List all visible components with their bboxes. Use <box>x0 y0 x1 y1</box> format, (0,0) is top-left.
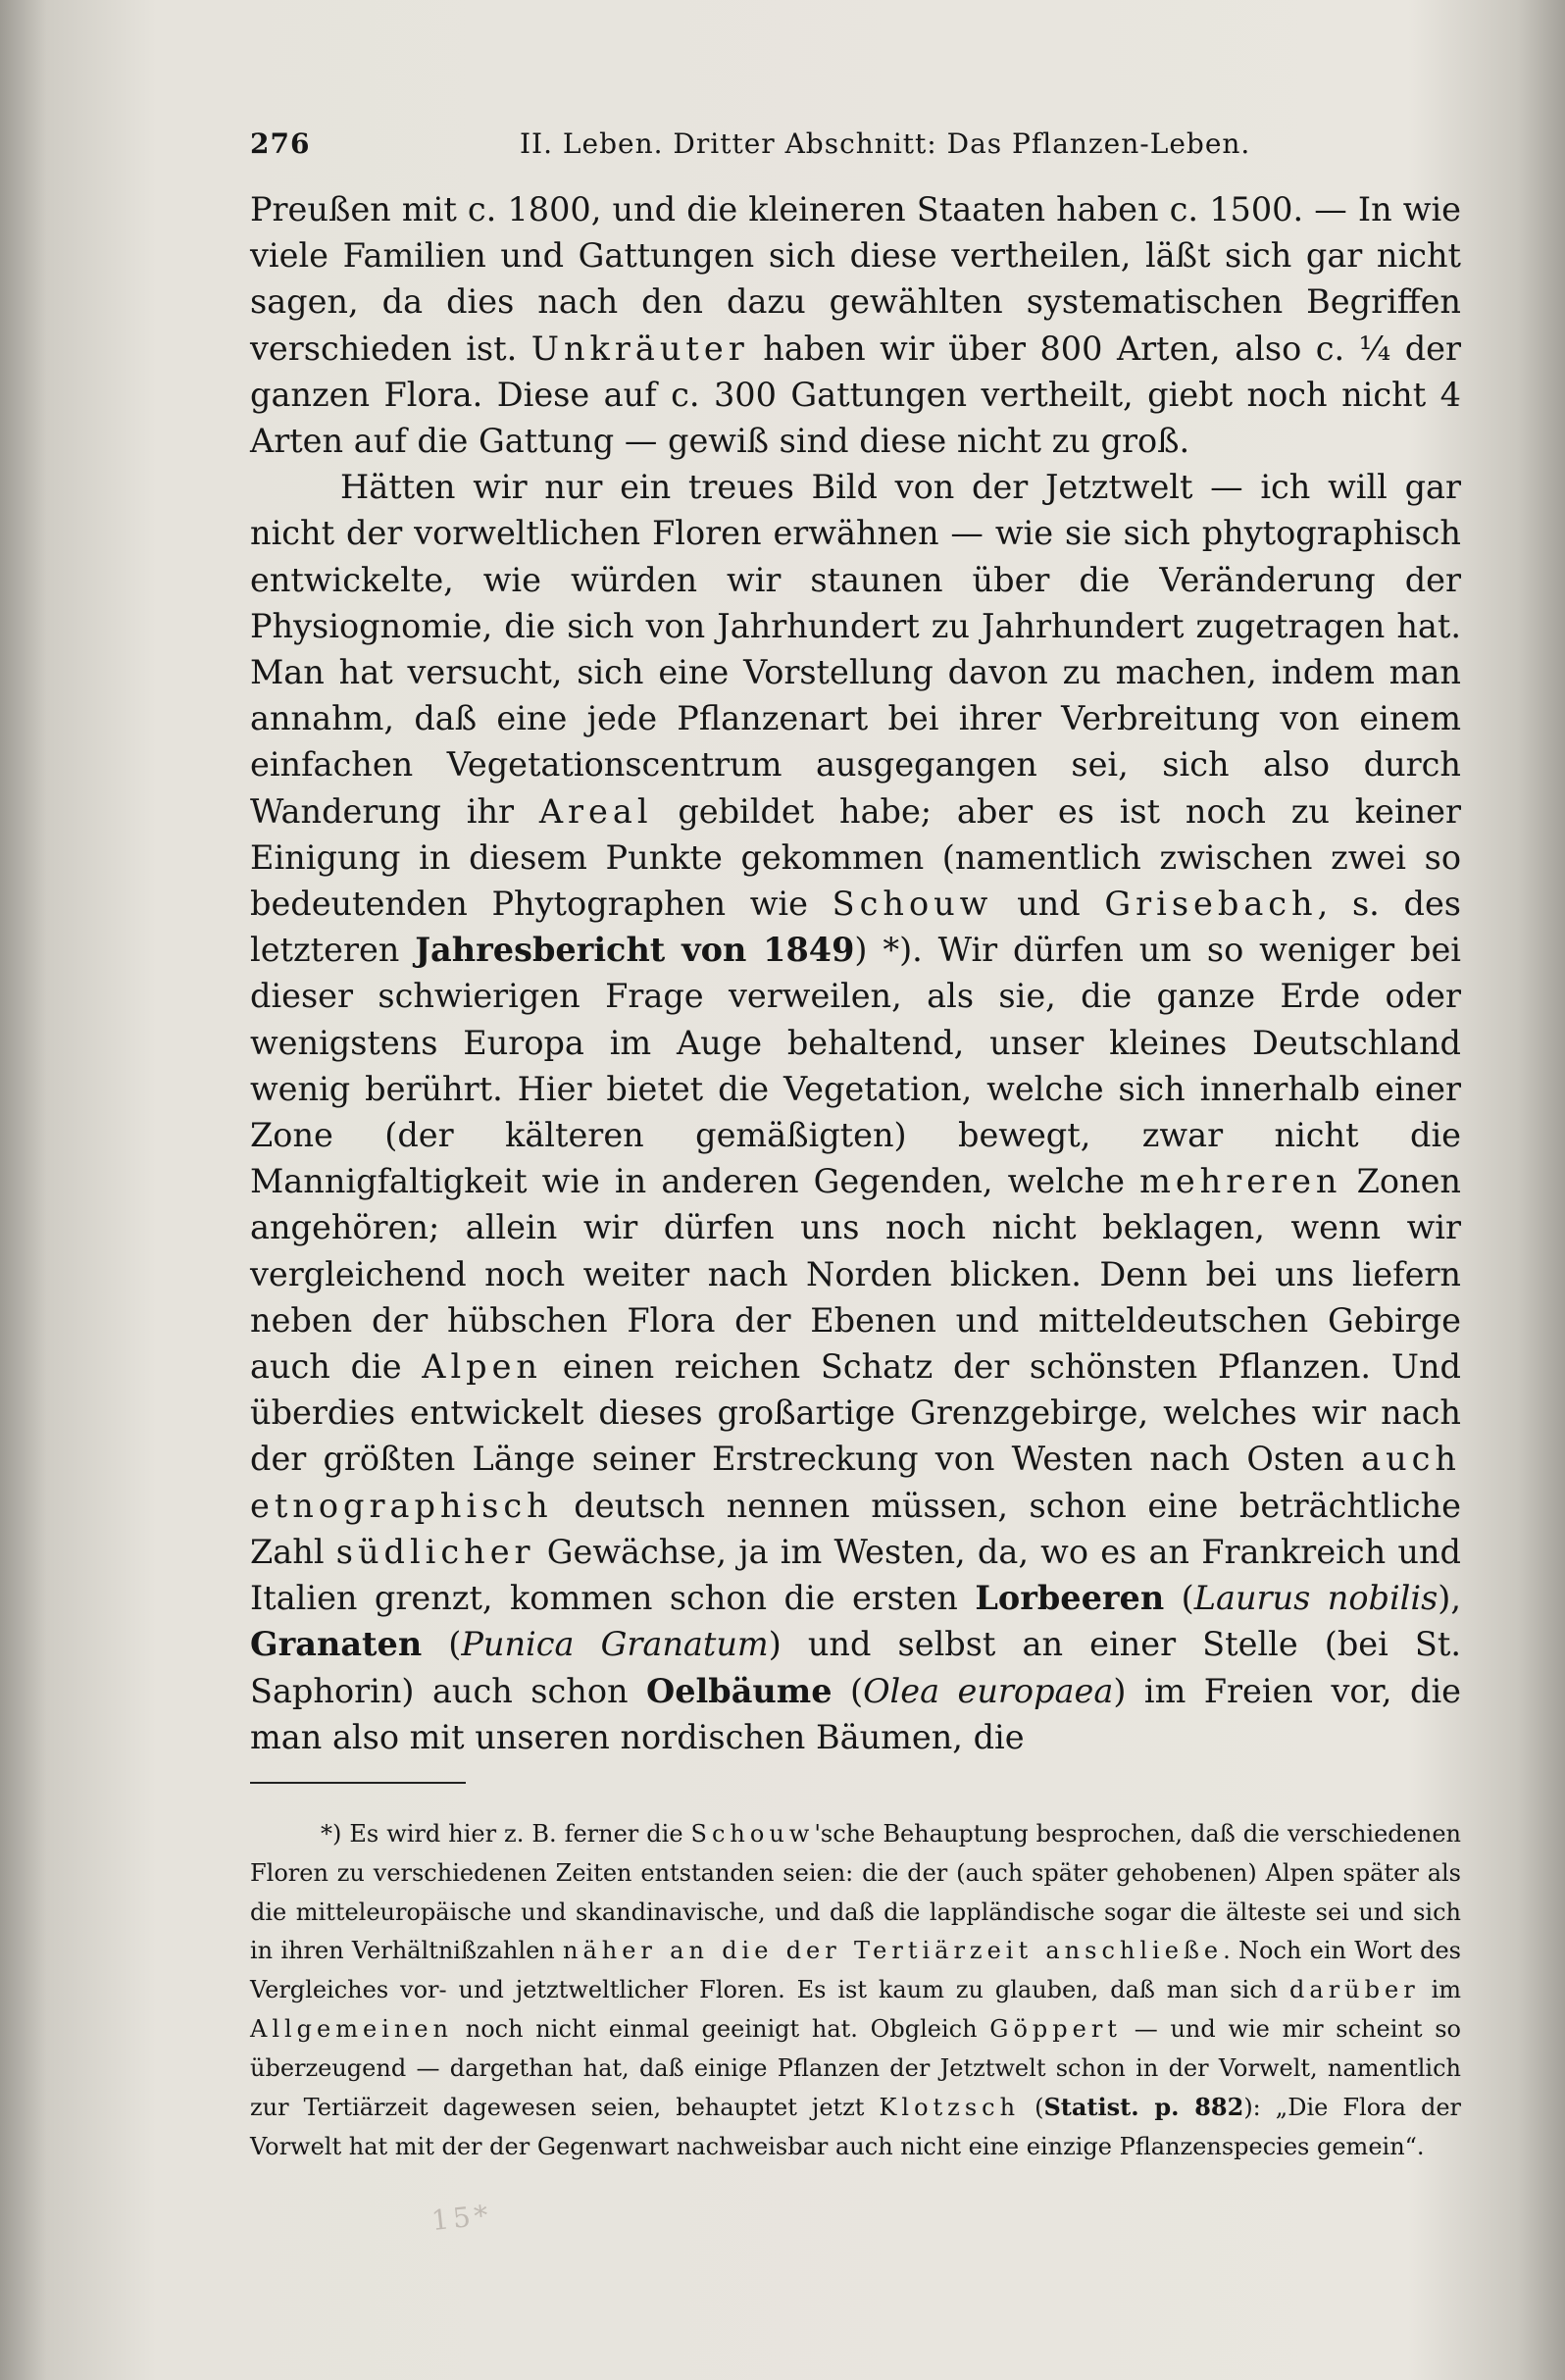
text-run: ) im Freien vor, die man also mit unseren nordischen Bäumen, die <box>250 1671 1461 1756</box>
spaced-name: Klotzsch <box>879 2094 1021 2122</box>
footnote <box>250 1815 1461 2167</box>
spaced-name: Schouw <box>832 885 993 924</box>
book-page <box>250 127 1461 2167</box>
latin-name: Olea europaea <box>863 1671 1114 1710</box>
main-text <box>250 186 1461 1760</box>
spaced-emphasis: südlicher <box>335 1532 535 1571</box>
text-run: gebildet habe; aber es ist noch zu keiner Einigung in diesem Punkte gekommen (namentlich zwischen zwei so bedeutenden Phytographen wie <box>250 791 1461 924</box>
bold-plant-name: Lorbeeren <box>975 1579 1165 1618</box>
text-run: ( <box>422 1625 462 1664</box>
text-run: Zonen angehören; allein wir dürfen uns noch nicht beklagen, wenn wir vergleichend noch weiter nach Norden blicken. Denn bei uns liefern neben der hübschen Flora der Ebenen und mitteldeutschen Gebirge auch die <box>250 1162 1461 1387</box>
spaced-name: Grisebach <box>1104 885 1318 924</box>
footnote-rule <box>250 1782 466 1784</box>
text-run: und <box>992 885 1105 924</box>
text-run: ), <box>1438 1579 1462 1618</box>
bold-plant-name: Granaten <box>250 1625 423 1664</box>
bold-reference: Statist. p. 882 <box>1043 2093 1244 2122</box>
footnote-paragraph <box>250 1815 1461 2167</box>
latin-name: Laurus nobilis <box>1193 1579 1439 1618</box>
bold-reference: Jahresbericht von 1849 <box>415 931 855 970</box>
text-run: ( <box>1020 2094 1044 2122</box>
latin-name: Punica Granatum <box>461 1625 769 1664</box>
text-run: ) *). Wir dürfen um so weniger bei dieser schwierigen Frage verweilen, als sie, die ganze Erde oder wenigstens Europa im Auge behaltend, unser kleines Deutschland wenig berührt. Hier bietet die Vegetation, welche sich innerhalb einer Zone (der kälteren gemäßigten) bewegt, zwar nicht die Mannigfaltigkeit wie in anderen Gegenden, welche <box>250 931 1461 1201</box>
paragraph-1 <box>250 186 1461 464</box>
text-run: . Noch ein Wort des Vergleiches vor- und jetztweltlicher Floren. Es ist kaum zu glauben, daß man sich <box>250 1937 1461 2004</box>
text-run: deutsch nennen müssen, schon eine beträchtliche Zahl <box>250 1486 1461 1571</box>
spaced-emphasis: Allgemeinen <box>250 2014 454 2043</box>
spaced-emphasis: Areal <box>538 791 653 831</box>
text-run: noch nicht einmal geeinigt hat. Obgleich <box>453 2014 990 2043</box>
spaced-emphasis: mehreren <box>1139 1162 1342 1201</box>
text-run: *) Es wird hier z. B. ferner die <box>321 1819 691 1848</box>
text-run: , s. des letzteren <box>250 885 1461 970</box>
text-run: ) und selbst an einer Stelle (bei St. Saphorin) auch schon <box>250 1625 1461 1710</box>
text-run: Hätten wir nur ein treues Bild von der Jetztwelt — ich will gar nicht der vorweltlichen Floren erwähnen — wie sie sich phytographisch entwickelte, wie würden wir staunen über die Veränderung der Physiognomie, die sich von Jahrhundert zu Jahrhundert zugetragen hat. Man hat versucht, sich eine Vorstellung davon zu machen, indem man annahm, daß eine jede Pflanzenart bei ihrer Verbreitung von einem einfachen Vegetationscentrum ausgegangen sei, sich also durch Wanderung ihr <box>250 468 1461 831</box>
text-run: 'sche Behauptung besprochen, daß die verschiedenen Floren zu verschiedenen Zeiten entstanden seien: die der (auch später gehobenen) Alpen später als die mitteleuropäische und skandinavische, und daß die lappländische sogar die älteste sei und sich in ihren Verhältnißzahlen <box>250 1819 1461 1965</box>
text-run: Gewächse, ja im Westen, da, wo es an Frankreich und Italien grenzt, kommen schon die ersten <box>250 1532 1462 1618</box>
text-run: ( <box>1164 1579 1194 1618</box>
text-run: ): „Die Flora der Vorwelt hat mit der der Gegenwart nachweisbar auch nicht eine einzige Pflanzenspecies gemein“. <box>250 2094 1461 2161</box>
running-head: II. Leben. Dritter Abschnitt: Das Pflanzen-Leben. <box>520 127 1251 160</box>
spaced-emphasis: darüber <box>1289 1976 1420 2004</box>
page-header <box>250 127 1461 186</box>
text-run: haben wir über 800 Arten, also c. ¼ der ganzen Flora. Diese auf c. 300 Gattungen vertheilt, giebt noch nicht 4 Arten auf die Gattung — gewiß sind diese nicht zu groß. <box>250 329 1461 461</box>
text-run: ( <box>832 1671 864 1710</box>
spaced-emphasis: näher an die der Tertiärzeit anschließe <box>563 1937 1224 1965</box>
bold-plant-name: Oelbäume <box>646 1671 833 1710</box>
page-number: 276 <box>250 127 311 160</box>
spaced-name: Schouw <box>690 1819 815 1848</box>
text-run: einen reichen Schatz der schönsten Pflanzen. Und überdies entwickelt dieses großartige Grenzgebirge, welches wir nach der größten Länge seiner Erstreckung von Westen nach Osten <box>250 1347 1461 1479</box>
bleed-through-mark: 15* <box>429 2198 494 2238</box>
spaced-name: Göppert <box>989 2014 1122 2043</box>
text-run: — und wie mir scheint so überzeugend — dargethan hat, daß einige Pflanzen der Jetztwelt schon in der Vorwelt, namentlich zur Tertiärzeit dagewesen seien, behauptet jetzt <box>250 2014 1461 2122</box>
spaced-emphasis: Unkräuter <box>530 329 749 368</box>
spaced-emphasis: auch etnographisch <box>250 1440 1461 1525</box>
text-run: Preußen mit c. 1800, und die kleineren Staaten haben c. 1500. — In wie viele Familien und Gattungen sich diese vertheilen, läßt sich gar nicht sagen, da dies nach den dazu gewählten systematischen Begriffen verschieden ist. <box>250 190 1461 368</box>
spaced-emphasis: Alpen <box>422 1347 543 1387</box>
paragraph-2 <box>250 464 1461 1760</box>
text-run: im <box>1419 1976 1462 2004</box>
